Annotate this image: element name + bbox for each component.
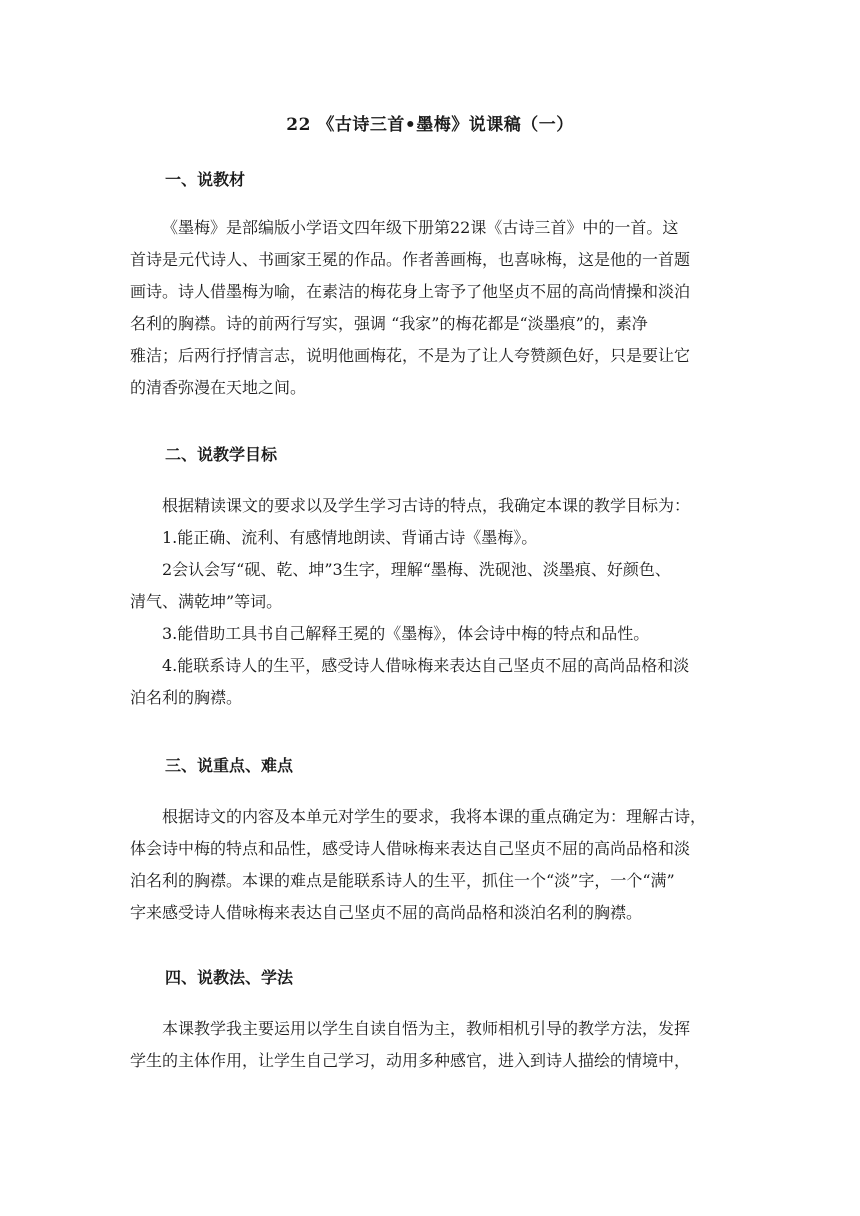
text-line: 1.能正确、流利、有感情地朗读、背诵古诗《墨梅》。 xyxy=(162,528,538,547)
document-title: 22 《古诗三首•墨梅》说课稿（一） xyxy=(286,115,574,135)
section-body-textbook xyxy=(130,212,730,404)
text-line: 名利的胸襟。诗的前两行写实，强调 “我家”的梅花都是“淡墨痕”的，素净 xyxy=(130,314,648,333)
text-line: 本课教学我主要运用以学生自读自悟为主，教师相机引导的教学方法，发挥 xyxy=(162,1019,691,1038)
text-line: 体会诗中梅的特点和品性，感受诗人借咏梅来表达自己坚贞不屈的高尚品格和淡 xyxy=(130,839,691,858)
text-line: 学生的主体作用，让学生自己学习，动用多种感官，进入到诗人描绘的情境中， xyxy=(130,1051,691,1070)
text-line: 首诗是元代诗人、书画家王冕的作品。作者善画梅，也喜咏梅，这是他的一首题 xyxy=(130,250,691,269)
section-body-key-points xyxy=(130,801,730,929)
section-heading-key-points: 三、说重点、难点 xyxy=(165,756,294,775)
section-heading-methods: 四、说教法、学法 xyxy=(165,968,294,987)
section-heading-objectives: 二、说教学目标 xyxy=(165,445,278,464)
text-line: 泊名利的胸襟。 xyxy=(130,688,243,707)
section-body-methods xyxy=(130,1013,730,1077)
text-line: 的清香弥漫在天地之间。 xyxy=(130,378,307,397)
section-body-objectives xyxy=(130,490,730,714)
text-line: 画诗。诗人借墨梅为喻，在素洁的梅花身上寄予了他坚贞不屈的高尚情操和淡泊 xyxy=(130,282,691,301)
text-line: 3.能借助工具书自己解释王冕的《墨梅》，体会诗中梅的特点和品性。 xyxy=(162,624,650,643)
text-line: 泊名利的胸襟。本课的难点是能联系诗人的生平，抓住一个“淡”字，一个“满” xyxy=(130,871,675,890)
section-heading-textbook: 一、说教材 xyxy=(165,170,246,189)
text-line: 根据精读课文的要求以及学生学习古诗的特点，我确定本课的教学目标为： xyxy=(162,496,691,515)
text-line: 《墨梅》是部编版小学语文四年级下册第22课《古诗三首》中的一首。这 xyxy=(162,218,679,237)
text-line: 雅洁；后两行抒情言志，说明他画梅花，不是为了让人夸赞颜色好，只是要让它 xyxy=(130,346,691,365)
text-line: 清气、满乾坤”等词。 xyxy=(130,592,283,611)
text-line: 根据诗文的内容及本单元对学生的要求，我将本课的重点确定为：理解古诗， xyxy=(162,807,707,826)
text-line: 4.能联系诗人的生平，感受诗人借咏梅来表达自己坚贞不屈的高尚品格和淡 xyxy=(162,656,690,675)
text-line: 字来感受诗人借咏梅来表达自己坚贞不屈的高尚品格和淡泊名利的胸襟。 xyxy=(130,903,643,922)
text-line: 2会认会写“砚、乾、坤”3生字，理解“墨梅、洗砚池、淡墨痕、好颜色、 xyxy=(162,560,671,579)
